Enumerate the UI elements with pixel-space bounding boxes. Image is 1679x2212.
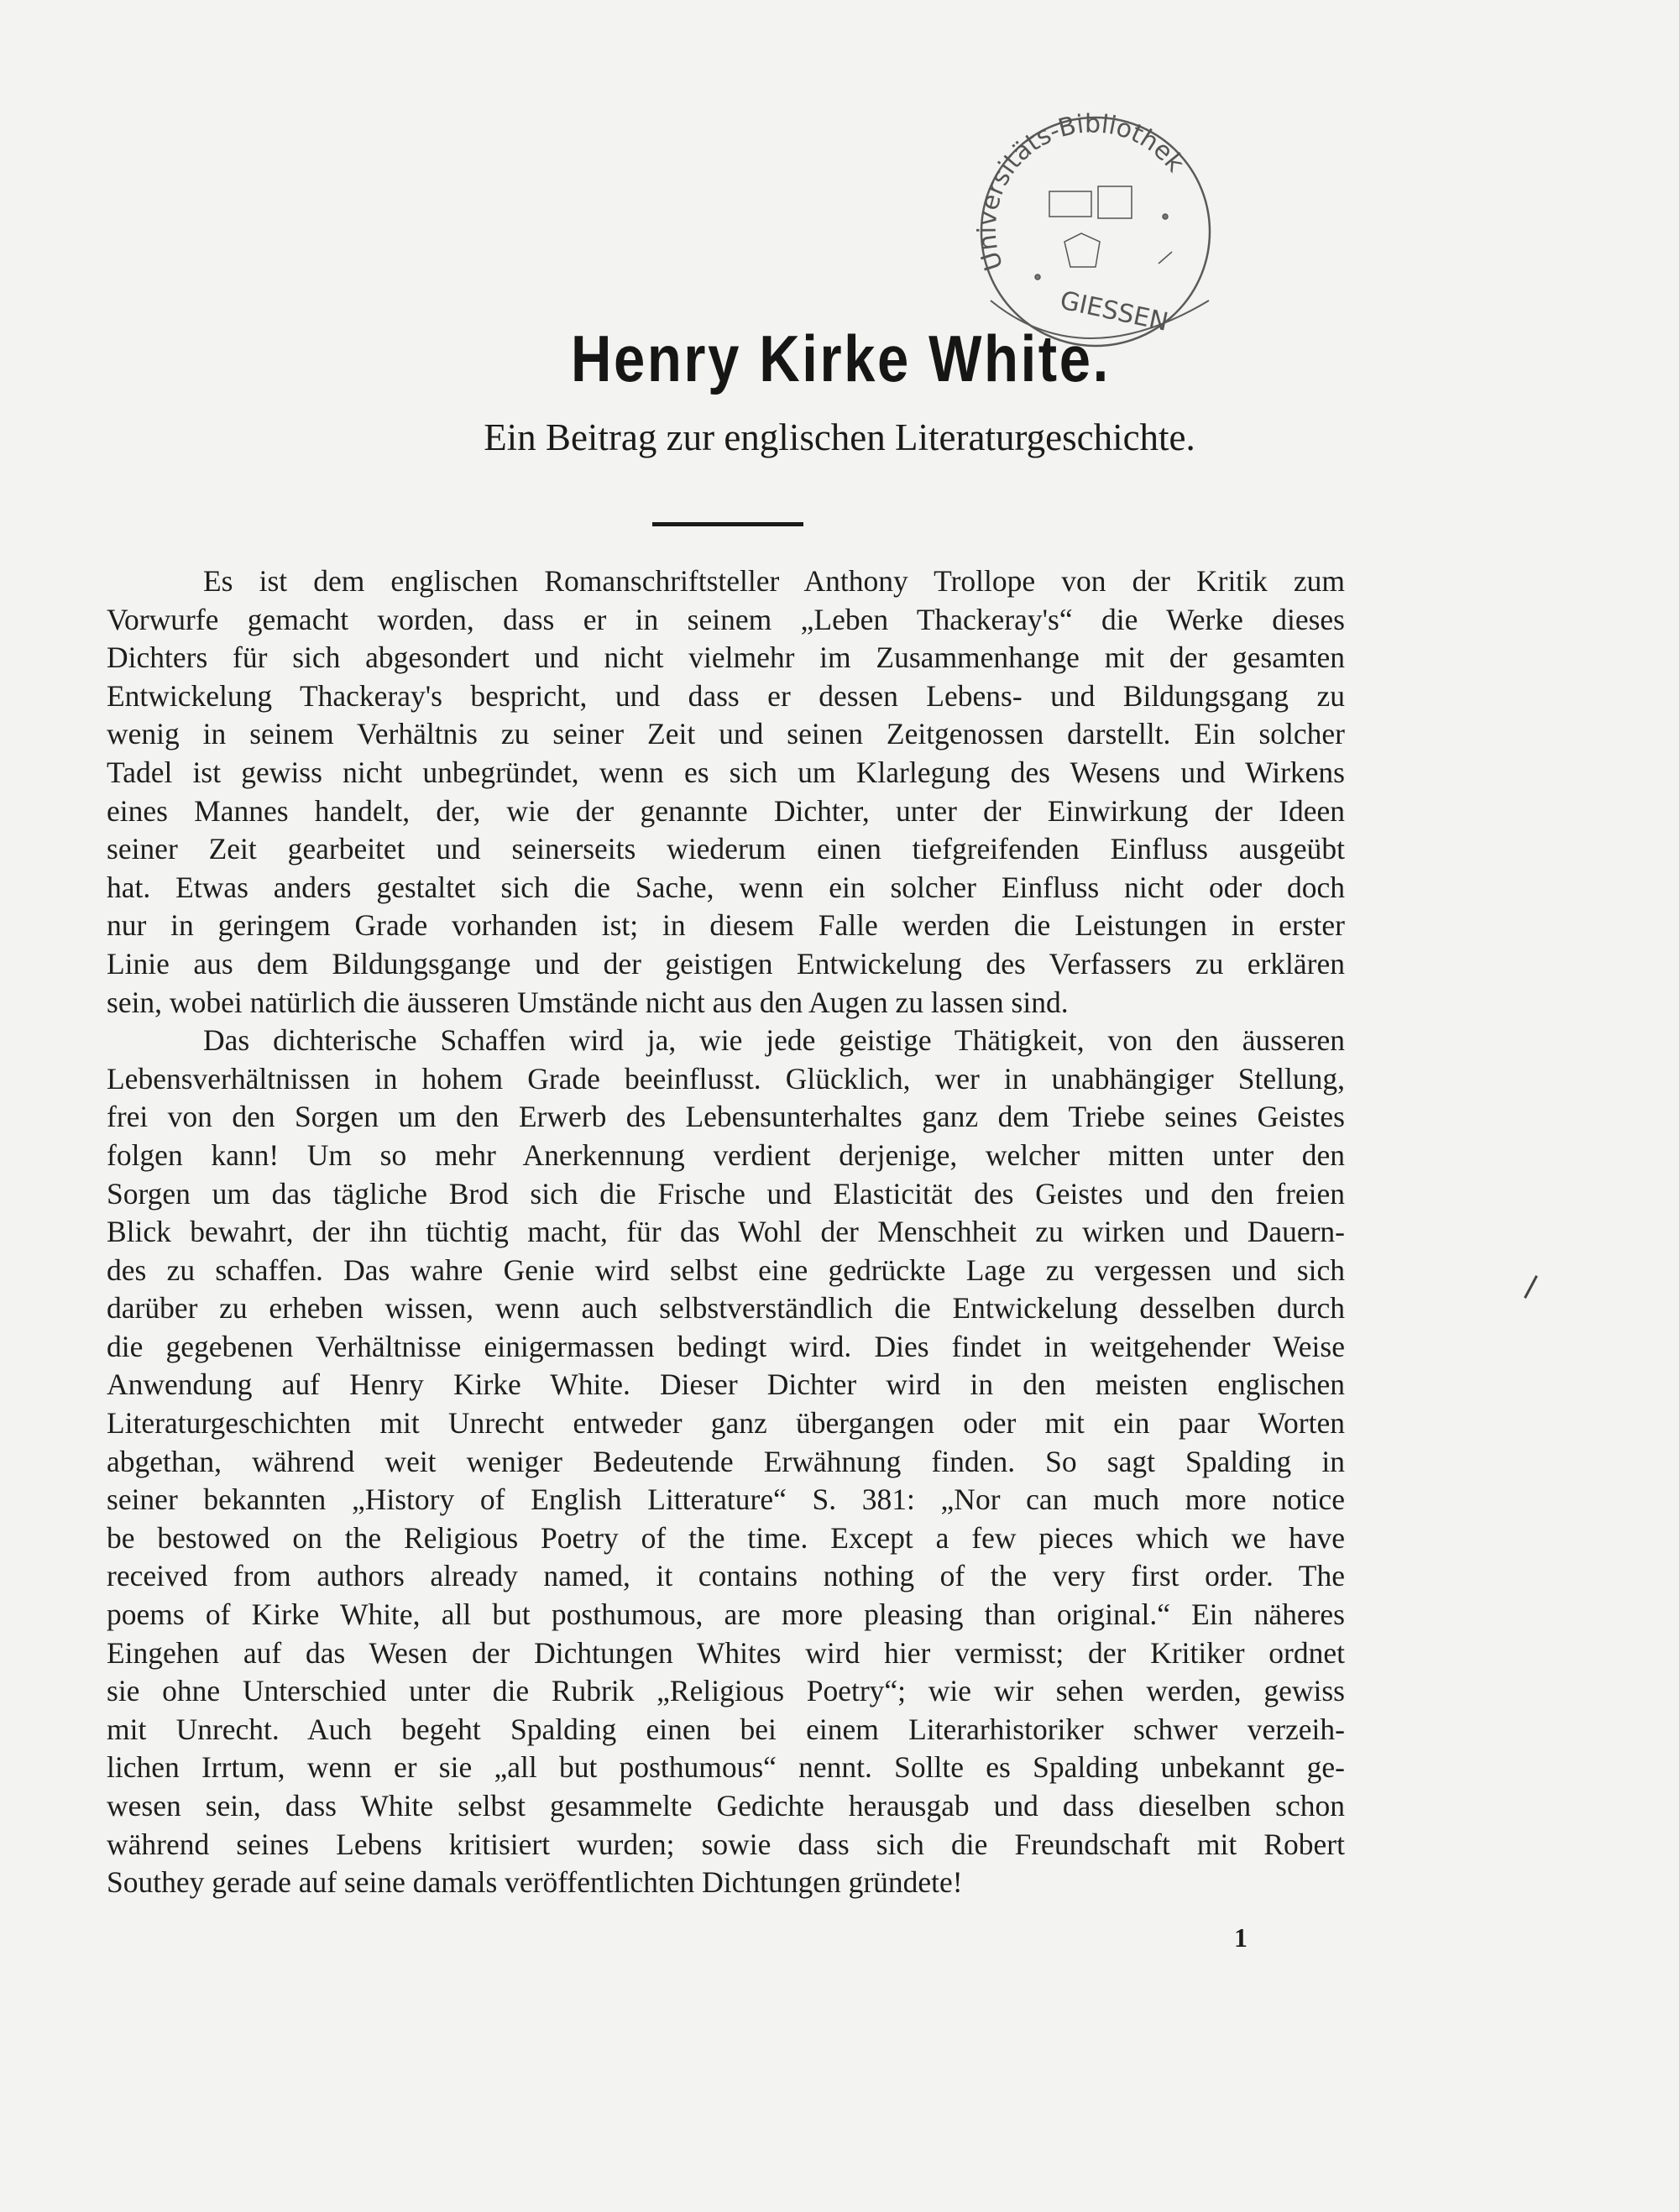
text-line: wesen sein, dass White selbst gesammelte Gedichte herausgab und dass dieselben schon <box>107 1789 1345 1822</box>
text-line: Vorwurfe gemacht worden, dass er in seinem „Leben Thackeray's“ die Werke dieses <box>107 602 1345 636</box>
text-line: Blick bewahrt, der ihn tüchtig macht, für das Wohl der Menschheit zu wirken und Dauern- <box>107 1215 1345 1249</box>
text-line: lichen Irrtum, wenn er sie „all but posthumous“ nennt. Sollte es Spalding unbekannt ge- <box>107 1750 1345 1785</box>
text-line: wenig in seinem Verhältnis zu seiner Zeit und seinen Zeitgenossen darstellt. Ein solcher <box>107 717 1345 751</box>
text-line: Sorgen um das tägliche Brod sich die Frische und Elasticität des Geistes und den freien <box>107 1176 1345 1211</box>
text-line: darüber zu erheben wissen, wenn auch selbstverständlich die Entwickelung desselben durch <box>107 1291 1345 1326</box>
text-line: Dichters für sich abgesondert und nicht vielmehr im Zusammenhange mit der gesamten <box>107 641 1345 675</box>
text-line: Anwendung auf Henry Kirke White. Dieser Dichter wird in den meisten englischen <box>107 1367 1345 1402</box>
svg-text:Universitäts-Bibliothek: Universitäts-Bibliothek <box>972 109 1190 275</box>
page-number: 1 <box>1234 1922 1247 1953</box>
title-divider <box>652 522 803 526</box>
text-line: seiner Zeit gearbeitet und seinerseits wiederum einen tiefgreifenden Einfluss ausgeübt <box>107 832 1345 866</box>
text-line: be bestowed on the Religious Poetry of the time. Except a few pieces which we have <box>107 1520 1345 1555</box>
text-line: Entwickelung Thackeray's bespricht, und dass er dessen Lebens- und Bildungsgang zu <box>107 678 1345 713</box>
text-line: hat. Etwas anders gestaltet sich die Sache, wenn ein solcher Einfluss nicht oder doch <box>107 870 1345 904</box>
text-line: eines Mannes handelt, der, wie der genannte Dichter, unter der Einwirkung der Ideen <box>107 793 1345 828</box>
text-line: mit Unrecht. Auch begeht Spalding einen bei einem Literarhistoriker schwer verzeih- <box>107 1712 1345 1746</box>
text-line: Es ist dem englischen Romanschriftsteller Anthony Trollope von der Kritik zum <box>203 564 1345 598</box>
text-line: des zu schaffen. Das wahre Genie wird selbst eine gedrückte Lage zu vergessen und sich <box>107 1252 1345 1287</box>
text-line: sein, wobei natürlich die äusseren Umstände nicht aus den Augen zu lassen sind. <box>107 985 1069 1019</box>
text-line: nur in geringem Grade vorhanden ist; in diesem Falle werden die Leistungen in erster <box>107 908 1345 943</box>
text-line: poems of Kirke White, all but posthumous, are more pleasing than original.“ Ein näheres <box>107 1598 1345 1632</box>
text-line: Eingehen auf das Wesen der Dichtungen Whites wird hier vermisst; der Kritiker ordnet <box>107 1635 1345 1670</box>
text-line: Das dichterische Schaffen wird ja, wie jede geistige Thätigkeit, von den äusseren <box>203 1023 1345 1058</box>
text-line: folgen kann! Um so mehr Anerkennung verdient derjenige, welcher mitten unter den <box>107 1137 1345 1172</box>
text-line: Southey gerade auf seine damals veröffentlichten Dichtungen gründete! <box>107 1865 963 1900</box>
text-line: abgethan, während weit weniger Bedeutende Erwähnung finden. So sagt Spalding in <box>107 1444 1345 1478</box>
text-line: sie ohne Unterschied unter die Rubrik „Religious Poetry“; wie wir sehen werden, gewiss <box>107 1674 1345 1708</box>
text-line: received from authors already named, it contains nothing of the very first order. The <box>107 1559 1345 1593</box>
body-text <box>107 562 1345 1902</box>
text-line: seiner bekannten „History of English Litterature“ S. 381: „Nor can much more notice <box>107 1483 1345 1517</box>
text-line: Linie aus dem Bildungsgange und der geistigen Entwickelung des Verfassers zu erklären <box>107 946 1345 980</box>
text-line: während seines Lebens kritisiert wurden; sowie dass sich die Freundschaft mit Robert <box>107 1827 1345 1861</box>
text-line: die gegebenen Verhältnisse einigermassen bedingt wird. Dies findet in weitgehender Weise <box>107 1329 1345 1363</box>
text-line: Lebensverhältnissen in hohem Grade beeinflusst. Glücklich, wer in unabhängiger Stellung, <box>107 1061 1345 1096</box>
document-title: Henry Kirke White. <box>570 322 1111 395</box>
text-line: Literaturgeschichten mit Unrecht entweder ganz übergangen oder mit ein paar Worten <box>107 1406 1345 1441</box>
svg-text:GIESSEN: GIESSEN <box>1057 285 1171 337</box>
margin-pencil-mark <box>1524 1275 1538 1299</box>
text-line: frei von den Sorgen um den Erwerb des Lebensunterhaltes ganz dem Triebe seines Geistes <box>107 1100 1345 1134</box>
document-subtitle: Ein Beitrag zur englischen Literaturgeschichte. <box>484 416 1195 458</box>
text-line: Tadel ist gewiss nicht unbegründet, wenn es sich um Klarlegung des Wesens und Wirkens <box>107 755 1345 789</box>
